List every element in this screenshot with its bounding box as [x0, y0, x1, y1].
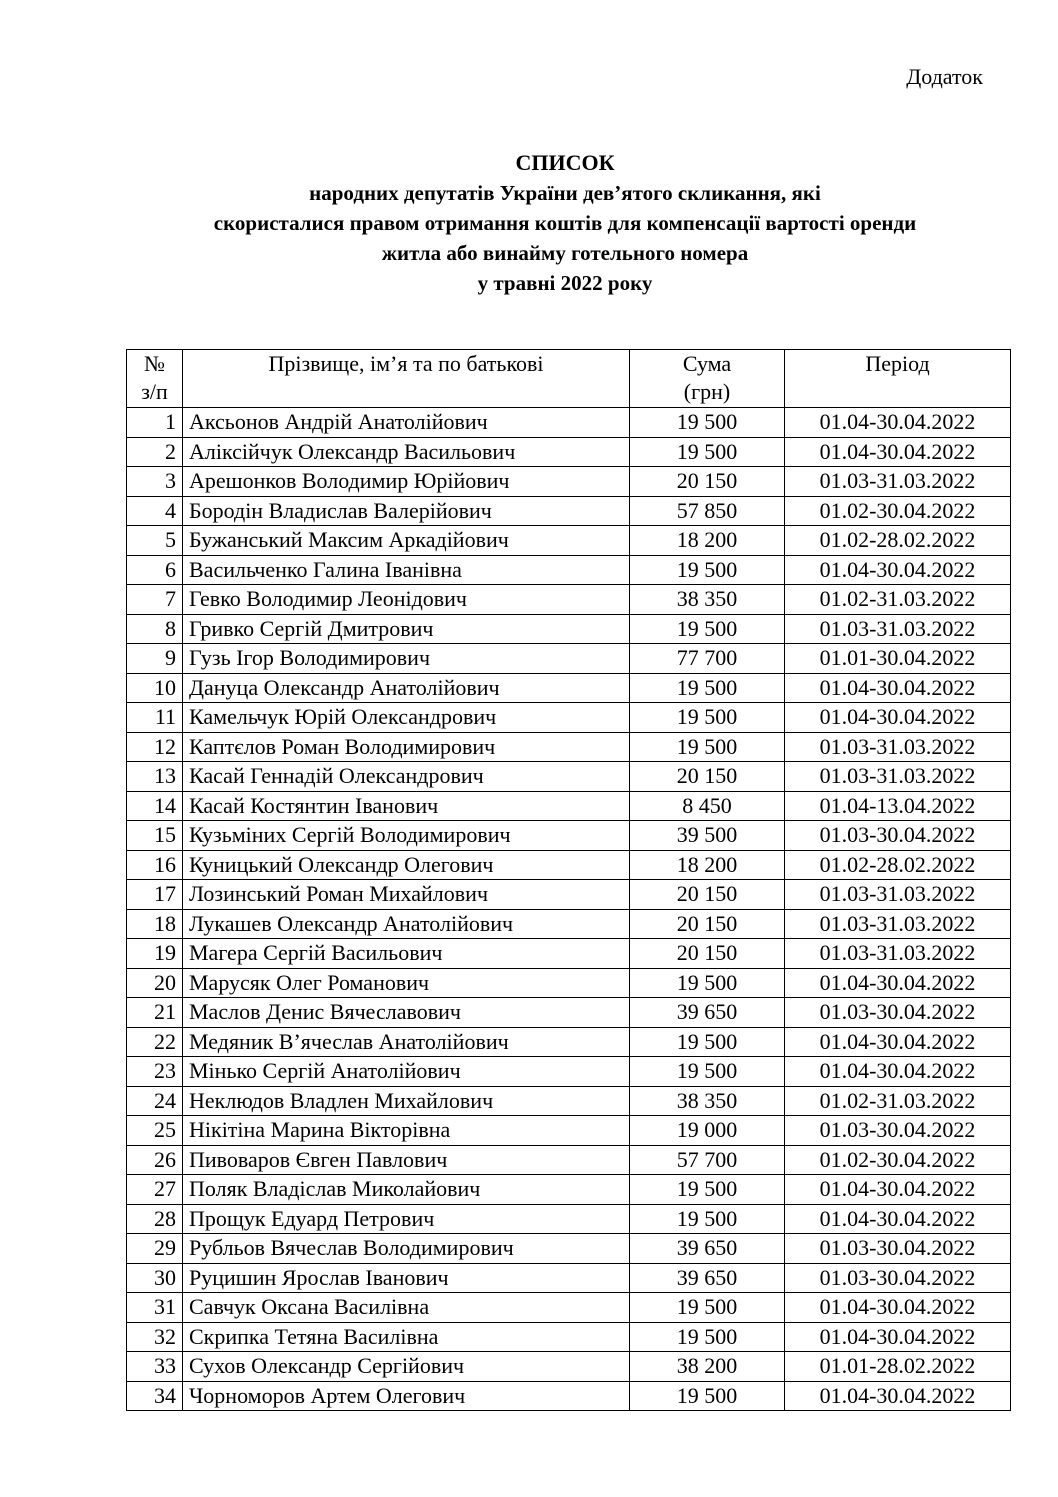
row-number-cell: 10: [127, 673, 183, 703]
row-number-cell: 32: [127, 1322, 183, 1352]
table-row: [127, 1234, 1011, 1264]
row-name-cell: Пивоваров Євген Павлович: [183, 1145, 630, 1175]
table-row: [127, 1381, 1011, 1411]
row-period-cell: 01.04-30.04.2022: [785, 673, 1011, 703]
row-period-cell: 01.01-28.02.2022: [785, 1352, 1011, 1382]
row-sum-cell: 20 150: [630, 909, 785, 939]
row-period-cell: 01.04-30.04.2022: [785, 1057, 1011, 1087]
row-sum-cell: 19 500: [630, 614, 785, 644]
row-period-cell: 01.03-30.04.2022: [785, 998, 1011, 1028]
row-period-cell: 01.02-30.04.2022: [785, 496, 1011, 526]
document-subtitle-line-2: скористалися правом отримання коштів для компенсації вартості оренди: [213, 211, 917, 235]
row-period-cell: 01.04-30.04.2022: [785, 1204, 1011, 1234]
row-number-cell: 13: [127, 762, 183, 792]
row-period-cell: 01.03-31.03.2022: [785, 732, 1011, 762]
table-row: [127, 791, 1011, 821]
row-period-cell: 01.02-31.03.2022: [785, 585, 1011, 615]
row-period-cell: 01.03-31.03.2022: [785, 939, 1011, 969]
table-row: [127, 526, 1011, 556]
table-row: [127, 1322, 1011, 1352]
row-number-cell: 21: [127, 998, 183, 1028]
row-sum-cell: 19 000: [630, 1116, 785, 1146]
row-number-cell: 7: [127, 585, 183, 615]
row-sum-cell: 39 650: [630, 1234, 785, 1264]
row-name-cell: Куницький Олександр Олегович: [183, 850, 630, 880]
row-name-cell: Лозинський Роман Михайлович: [183, 880, 630, 910]
row-name-cell: Дануца Олександр Анатолійович: [183, 673, 630, 703]
table-row: [127, 614, 1011, 644]
table-row: [127, 909, 1011, 939]
row-period-cell: 01.02-31.03.2022: [785, 1086, 1011, 1116]
row-name-cell: Руцишин Ярослав Іванович: [183, 1263, 630, 1293]
row-period-cell: 01.03-30.04.2022: [785, 1116, 1011, 1146]
row-sum-cell: 20 150: [630, 880, 785, 910]
row-number-cell: 33: [127, 1352, 183, 1382]
row-name-cell: Каптєлов Роман Володимирович: [183, 732, 630, 762]
header-number-line-1: №: [144, 351, 165, 376]
table-row: [127, 1086, 1011, 1116]
row-name-cell: Скрипка Тетяна Василівна: [183, 1322, 630, 1352]
row-name-cell: Касай Костянтин Іванович: [183, 791, 630, 821]
row-name-cell: Бужанський Максим Аркадійович: [183, 526, 630, 556]
row-number-cell: 16: [127, 850, 183, 880]
row-name-cell: Магера Сергій Васильович: [183, 939, 630, 969]
table-row: [127, 762, 1011, 792]
row-sum-cell: 19 500: [630, 1293, 785, 1323]
row-period-cell: 01.04-30.04.2022: [785, 1322, 1011, 1352]
row-sum-cell: 77 700: [630, 644, 785, 674]
row-number-cell: 24: [127, 1086, 183, 1116]
table-row: [127, 968, 1011, 998]
row-number-cell: 4: [127, 496, 183, 526]
row-name-cell: Лукашев Олександр Анатолійович: [183, 909, 630, 939]
row-number-cell: 12: [127, 732, 183, 762]
row-number-cell: 14: [127, 791, 183, 821]
document-subtitle-line-3: житла або винайму готельного номера: [381, 241, 749, 265]
row-period-cell: 01.02-28.02.2022: [785, 526, 1011, 556]
table-row: [127, 821, 1011, 851]
row-sum-cell: 8 450: [630, 791, 785, 821]
row-period-cell: 01.04-30.04.2022: [785, 1381, 1011, 1411]
header-number-line-2: з/п: [141, 379, 168, 404]
row-name-cell: Неклюдов Владлен Михайлович: [183, 1086, 630, 1116]
row-name-cell: Прощук Едуард Петрович: [183, 1204, 630, 1234]
row-sum-cell: 20 150: [630, 762, 785, 792]
row-number-cell: 26: [127, 1145, 183, 1175]
table-row: [127, 585, 1011, 615]
table-row: [127, 1027, 1011, 1057]
row-number-cell: 11: [127, 703, 183, 733]
row-period-cell: 01.04-30.04.2022: [785, 437, 1011, 467]
addendum-label: Додаток: [906, 64, 983, 89]
row-period-cell: 01.03-31.03.2022: [785, 614, 1011, 644]
row-number-cell: 18: [127, 909, 183, 939]
row-sum-cell: 19 500: [630, 555, 785, 585]
row-period-cell: 01.03-30.04.2022: [785, 1263, 1011, 1293]
row-sum-cell: 19 500: [630, 1204, 785, 1234]
row-sum-cell: 19 500: [630, 408, 785, 438]
table-row: [127, 555, 1011, 585]
row-period-cell: 01.04-30.04.2022: [785, 1293, 1011, 1323]
row-name-cell: Бородін Владислав Валерійович: [183, 496, 630, 526]
row-period-cell: 01.04-30.04.2022: [785, 968, 1011, 998]
row-number-cell: 34: [127, 1381, 183, 1411]
document-heading: СПИСОК: [515, 150, 615, 175]
row-sum-cell: 19 500: [630, 968, 785, 998]
table-row: [127, 1116, 1011, 1146]
row-sum-cell: 19 500: [630, 1381, 785, 1411]
row-period-cell: 01.04-30.04.2022: [785, 1027, 1011, 1057]
row-period-cell: 01.03-30.04.2022: [785, 1234, 1011, 1264]
table-row: [127, 1293, 1011, 1323]
table-row: [127, 467, 1011, 497]
row-sum-cell: 57 850: [630, 496, 785, 526]
row-sum-cell: 18 200: [630, 526, 785, 556]
header-name: Прізвище, ім’я та по батькові: [183, 350, 630, 408]
row-period-cell: 01.04-30.04.2022: [785, 555, 1011, 585]
row-sum-cell: 57 700: [630, 1145, 785, 1175]
row-sum-cell: 19 500: [630, 732, 785, 762]
row-name-cell: Чорноморов Артем Олегович: [183, 1381, 630, 1411]
row-sum-cell: 20 150: [630, 467, 785, 497]
row-number-cell: 19: [127, 939, 183, 969]
row-period-cell: 01.03-31.03.2022: [785, 762, 1011, 792]
row-sum-cell: 20 150: [630, 939, 785, 969]
row-period-cell: 01.04-30.04.2022: [785, 1175, 1011, 1205]
row-number-cell: 5: [127, 526, 183, 556]
row-sum-cell: 38 350: [630, 1086, 785, 1116]
row-name-cell: Маслов Денис Вячеславович: [183, 998, 630, 1028]
table-row: [127, 1057, 1011, 1087]
row-number-cell: 1: [127, 408, 183, 438]
row-name-cell: Савчук Оксана Василівна: [183, 1293, 630, 1323]
row-sum-cell: 19 500: [630, 1057, 785, 1087]
table-row: [127, 850, 1011, 880]
row-number-cell: 15: [127, 821, 183, 851]
row-sum-cell: 19 500: [630, 1175, 785, 1205]
row-name-cell: Гевко Володимир Леонідович: [183, 585, 630, 615]
row-name-cell: Медяник В’ячеслав Анатолійович: [183, 1027, 630, 1057]
row-name-cell: Поляк Владіслав Миколайович: [183, 1175, 630, 1205]
row-sum-cell: 19 500: [630, 703, 785, 733]
header-sum-line-2: (грн): [683, 379, 731, 404]
table-row: [127, 732, 1011, 762]
row-sum-cell: 19 500: [630, 437, 785, 467]
header-number: [127, 350, 183, 408]
row-sum-cell: 38 200: [630, 1352, 785, 1382]
table-row: [127, 496, 1011, 526]
row-period-cell: 01.02-30.04.2022: [785, 1145, 1011, 1175]
row-name-cell: Кузьміних Сергій Володимирович: [183, 821, 630, 851]
row-name-cell: Нікітіна Марина Вікторівна: [183, 1116, 630, 1146]
row-number-cell: 25: [127, 1116, 183, 1146]
row-name-cell: Васильченко Галина Іванівна: [183, 555, 630, 585]
row-number-cell: 29: [127, 1234, 183, 1264]
row-sum-cell: 19 500: [630, 673, 785, 703]
row-name-cell: Арешонков Володимир Юрійович: [183, 467, 630, 497]
row-name-cell: Сухов Олександр Сергійович: [183, 1352, 630, 1382]
row-period-cell: 01.04-13.04.2022: [785, 791, 1011, 821]
table-row: [127, 1145, 1011, 1175]
row-period-cell: 01.04-30.04.2022: [785, 408, 1011, 438]
row-period-cell: 01.03-31.03.2022: [785, 467, 1011, 497]
table-body: [127, 408, 1011, 1411]
row-number-cell: 20: [127, 968, 183, 998]
row-number-cell: 30: [127, 1263, 183, 1293]
row-sum-cell: 39 650: [630, 998, 785, 1028]
row-period-cell: 01.03-30.04.2022: [785, 821, 1011, 851]
row-sum-cell: 19 500: [630, 1027, 785, 1057]
table-row: [127, 703, 1011, 733]
table-row: [127, 939, 1011, 969]
table-row: [127, 1204, 1011, 1234]
row-number-cell: 6: [127, 555, 183, 585]
header-sum: [630, 350, 785, 408]
row-sum-cell: 39 500: [630, 821, 785, 851]
table-row: [127, 408, 1011, 438]
deputies-table: [126, 349, 1011, 1411]
table-row: [127, 673, 1011, 703]
document-title-block: [0, 148, 1058, 298]
row-period-cell: 01.01-30.04.2022: [785, 644, 1011, 674]
document-subtitle-line-1: народних депутатів України дев’ятого скликання, які: [309, 181, 821, 205]
row-number-cell: 23: [127, 1057, 183, 1087]
table-row: [127, 880, 1011, 910]
row-name-cell: Мінько Сергій Анатолійович: [183, 1057, 630, 1087]
row-sum-cell: 38 350: [630, 585, 785, 615]
row-number-cell: 8: [127, 614, 183, 644]
row-name-cell: Аліксійчук Олександр Васильович: [183, 437, 630, 467]
table-row: [127, 1175, 1011, 1205]
row-name-cell: Гривко Сергій Дмитрович: [183, 614, 630, 644]
row-name-cell: Гузь Ігор Володимирович: [183, 644, 630, 674]
row-number-cell: 28: [127, 1204, 183, 1234]
table-row: [127, 1352, 1011, 1382]
row-period-cell: 01.03-31.03.2022: [785, 909, 1011, 939]
row-sum-cell: 18 200: [630, 850, 785, 880]
row-number-cell: 9: [127, 644, 183, 674]
table-row: [127, 437, 1011, 467]
row-sum-cell: 19 500: [630, 1322, 785, 1352]
document-subtitle-line-4: у травні 2022 року: [477, 271, 653, 295]
row-number-cell: 31: [127, 1293, 183, 1323]
row-sum-cell: 39 650: [630, 1263, 785, 1293]
header-period: Період: [785, 350, 1011, 408]
row-number-cell: 22: [127, 1027, 183, 1057]
table-header-row: [127, 350, 1011, 408]
row-period-cell: 01.03-31.03.2022: [785, 880, 1011, 910]
row-name-cell: Аксьонов Андрій Анатолійович: [183, 408, 630, 438]
row-number-cell: 17: [127, 880, 183, 910]
row-number-cell: 2: [127, 437, 183, 467]
table-row: [127, 998, 1011, 1028]
row-period-cell: 01.04-30.04.2022: [785, 703, 1011, 733]
row-period-cell: 01.02-28.02.2022: [785, 850, 1011, 880]
table-row: [127, 1263, 1011, 1293]
row-number-cell: 27: [127, 1175, 183, 1205]
row-name-cell: Камельчук Юрій Олександрович: [183, 703, 630, 733]
row-name-cell: Касай Геннадій Олександрович: [183, 762, 630, 792]
row-name-cell: Рубльов Вячеслав Володимирович: [183, 1234, 630, 1264]
row-number-cell: 3: [127, 467, 183, 497]
table-row: [127, 644, 1011, 674]
header-sum-line-1: Сума: [682, 351, 732, 376]
row-name-cell: Марусяк Олег Романович: [183, 968, 630, 998]
